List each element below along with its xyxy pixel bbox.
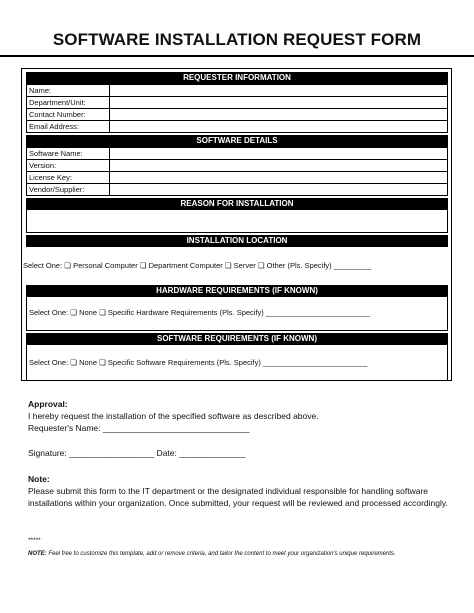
requester-name-line[interactable]: Requester's Name: _______________________________	[28, 423, 250, 433]
software-req-section	[26, 333, 448, 381]
location-section	[23, 235, 448, 283]
table-row	[27, 121, 448, 133]
vendor-field[interactable]	[110, 184, 448, 196]
field-label: Software Name:	[27, 148, 110, 160]
software-header: SOFTWARE DETAILS	[26, 135, 448, 147]
table-row	[27, 148, 448, 160]
table-row	[27, 85, 448, 97]
email-field[interactable]	[110, 121, 448, 133]
software-table	[26, 147, 448, 196]
department-field[interactable]	[110, 97, 448, 109]
field-label: Department/Unit:	[27, 97, 110, 109]
software-req-select-line[interactable]: Select One: ❏ None ❏ Specific Software Requirements (Pls. Specify) _________________________	[29, 358, 368, 367]
license-key-field[interactable]	[110, 172, 448, 184]
footer-stars: *****	[28, 537, 41, 544]
software-name-field[interactable]	[110, 148, 448, 160]
note-text: Please submit this form to the IT department or the designated individual responsible for handling software installations within your organization. Once submitted, your request will be reviewed and processed accordingly.	[28, 486, 448, 508]
software-req-options	[26, 345, 448, 381]
hardware-header: HARDWARE REQUIREMENTS (IF KNOWN)	[26, 285, 448, 297]
approval-heading: Approval:	[28, 399, 68, 409]
footer-note-text: Feel free to customize this template, add or remove criteria, and tailor the content to meet your organization's unique requirements.	[46, 551, 396, 557]
location-select-line[interactable]: Select One: ❏ Personal Computer ❏ Department Computer ❏ Server ❏ Other (Pls. Specify) _________	[23, 261, 372, 270]
version-field[interactable]	[110, 160, 448, 172]
location-options	[23, 247, 448, 283]
note-heading: Note:	[28, 474, 50, 484]
table-row	[27, 184, 448, 196]
field-label: Vendor/Supplier:	[27, 184, 110, 196]
reason-section	[26, 198, 448, 233]
name-field[interactable]	[110, 85, 448, 97]
field-label: License Key:	[27, 172, 110, 184]
location-header: INSTALLATION LOCATION	[26, 235, 448, 247]
requester-header: REQUESTER INFORMATION	[26, 72, 448, 84]
approval-statement: I hereby request the installation of the specified software as described above.	[28, 411, 319, 421]
reason-field[interactable]	[26, 210, 448, 233]
signature-block	[28, 447, 448, 459]
signature-date-line[interactable]: Signature: __________________ Date: ______________	[28, 448, 246, 458]
form-title: SOFTWARE INSTALLATION REQUEST FORM	[52, 30, 422, 49]
table-row	[27, 172, 448, 184]
hardware-options	[26, 297, 448, 331]
field-label: Email Address:	[27, 121, 110, 133]
software-req-header: SOFTWARE REQUIREMENTS (IF KNOWN)	[26, 333, 448, 345]
software-section	[26, 135, 448, 196]
table-row	[27, 109, 448, 121]
reason-header: REASON FOR INSTALLATION	[26, 198, 448, 210]
field-label: Contact Number:	[27, 109, 110, 121]
table-row	[27, 160, 448, 172]
title-rule	[0, 55, 474, 57]
requester-table	[26, 84, 448, 133]
note-block	[28, 473, 448, 509]
approval-block	[28, 398, 448, 434]
field-label: Version:	[27, 160, 110, 172]
footer-note-label: NOTE:	[28, 551, 47, 557]
requester-section	[26, 72, 448, 133]
table-row	[27, 97, 448, 109]
field-label: Name:	[27, 85, 110, 97]
hardware-select-line[interactable]: Select One: ❏ None ❏ Specific Hardware Requirements (Pls. Specify) _________________________	[29, 308, 371, 317]
hardware-section	[26, 285, 448, 331]
contact-number-field[interactable]	[110, 109, 448, 121]
footer-note	[28, 550, 448, 558]
